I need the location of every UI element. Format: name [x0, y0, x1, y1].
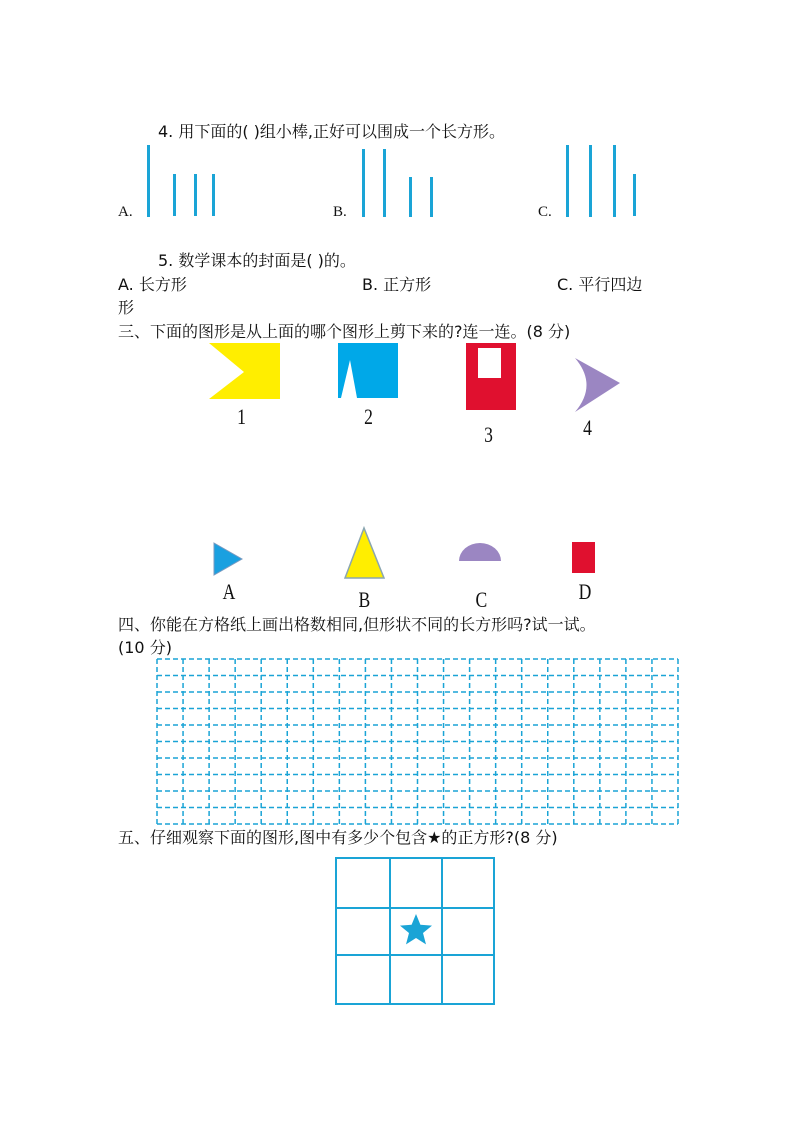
label-1: 1	[237, 404, 246, 429]
section-4-points: (10 分)	[118, 638, 172, 657]
label-3: 3	[484, 422, 493, 447]
label-a: A	[222, 579, 236, 604]
label-2: 2	[364, 404, 373, 429]
q5-option-c-wrap: 形	[118, 298, 135, 317]
q5-option-a: A. 长方形	[118, 275, 187, 294]
q5-option-c: C. 平行四边	[557, 275, 643, 294]
label-c: C	[475, 587, 488, 612]
section-5-title: 五、仔细观察下面的图形,图中有多少个包含★的正方形?(8 分)	[118, 828, 558, 847]
label-d: D	[578, 579, 592, 604]
q4-option-c: C.	[538, 204, 552, 220]
q4-option-b: B.	[333, 204, 347, 220]
star-icon	[400, 914, 432, 944]
label-4: 4	[583, 415, 592, 440]
q5-option-b: B. 正方形	[362, 275, 432, 294]
question-4-text: 4. 用下面的( )组小棒,正好可以围成一个长方形。	[158, 122, 506, 141]
label-b: B	[358, 587, 371, 612]
q4-option-a: A.	[118, 204, 133, 220]
section-4-title: 四、你能在方格纸上画出格数相同,但形状不同的长方形吗?试一试。	[118, 615, 596, 634]
question-5-text: 5. 数学课本的封面是( )的。	[158, 251, 356, 270]
section-3-title: 三、下面的图形是从上面的哪个图形上剪下来的?连一连。(8 分)	[118, 322, 571, 341]
